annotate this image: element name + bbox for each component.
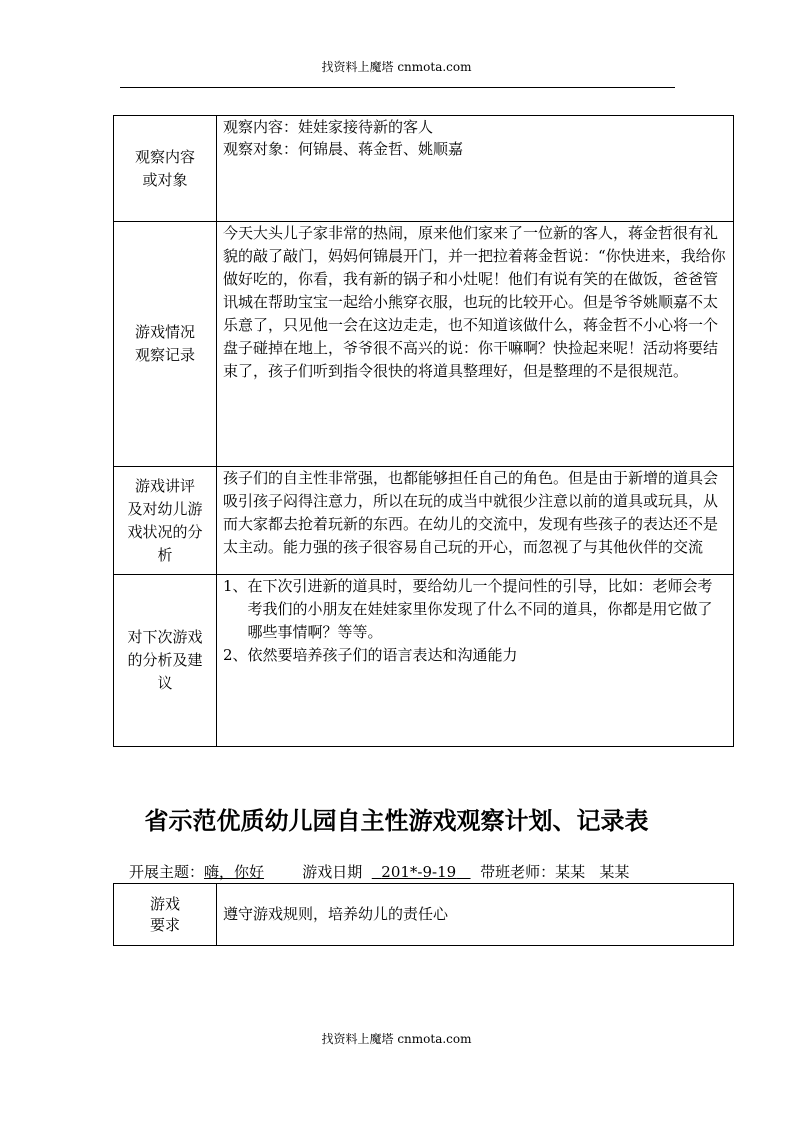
table-row [114,884,734,946]
table-row [114,222,734,467]
label-line: 游戏情况 [134,323,195,341]
observation-subjects-line: 观察对象：何锦晨、蒋金哲、姚顺嘉 [223,140,464,158]
table-row [114,575,734,747]
list-text: 依然要培养孩子们的语言表达和沟通能力 [247,646,518,664]
label-line: 析 [157,545,173,564]
label-line: 观察内容 [134,147,195,166]
label-line: 游戏 [149,894,180,913]
game-requirement-table [113,883,734,946]
row-label-game-requirement [114,884,217,946]
game-analysis-cell [217,467,734,575]
date-value-text: 201*-9-19 [381,863,457,881]
list-number: 2、 [223,646,248,664]
game-requirement-cell [217,884,734,946]
label-line: 对下次游戏 [127,628,203,646]
game-record-text: 今天大头儿子家非常的热闹，原来他们家来了一位新的客人，蒋金哲很有礼貌的敲了敲门，妈妈何锦晨开门，并一把拉着蒋金哲说：“你快进来，我给你做好吃的，你看，我有新的锅子和小灶呢！他们有说有笑的在做饭，爸爸管讯城在帮助宝宝一起给小熊穿衣服，也玩的比较开心。但是爷爷姚顺嘉不太乐意了，只见他一会在这边走走，也不知道该做什么，蒋金哲不小心将一个盘子碰掉在地上，爷爷很不高兴的说：你干嘛啊？快捡起来呢！活动将要结束了，孩子们听到指令很快的将道具整理好，但是整理的不是很规范。 [223,224,726,380]
game-analysis-text: 孩子们的自主性非常强，也都能够担任自己的角色。但是由于新增的道具会吸引孩子闷得注意力，所以在玩的成当中就很少注意以前的道具或玩具，从而大家都去抢着玩新的东西。在幼儿的交流中，发现有些孩子的表达还不是太主动。能力强的孩子很容易自己玩的开心，而忽视了与其他伙伴的交流 [223,469,719,556]
list-number: 1、 [223,577,248,595]
observation-target-cell [217,116,734,222]
label-line: 要求 [149,915,180,934]
table-row [114,467,734,575]
label-line: 及对幼儿游 [127,499,203,518]
label-line: 的分析及建 [127,651,203,669]
label-line: 观察记录 [134,346,195,364]
date-label: 游戏日期 [302,863,363,881]
label-line: 或对象 [142,170,188,189]
theme-label: 开展主题： [129,863,205,881]
list-item [223,575,727,644]
label-line: 游戏讲评 [134,476,195,495]
label-line: 议 [157,674,173,692]
row-label-game-analysis [114,467,217,575]
next-suggestion-cell [217,575,734,747]
row-label-next-suggestion [114,575,217,747]
observation-content-line: 观察内容：娃娃家接待新的客人 [223,118,434,136]
observation-record-table [113,115,734,747]
date-value [372,863,471,881]
teacher-value: 某某 某某 [555,863,630,881]
meta-line [129,861,629,882]
game-record-cell [217,222,734,467]
theme-value: 嗨，你好 [204,863,265,881]
label-line: 戏状况的分 [127,522,203,541]
teacher-label: 带班老师： [480,863,556,881]
page-title: 省示范优质幼儿园自主性游戏观察计划、记录表 [144,806,649,835]
page-footer: 找资料上魔塔 cnmota.com [321,1032,472,1046]
header-rule [120,87,675,88]
table-row [114,116,734,222]
row-label-game-record [114,222,217,467]
game-requirement-text: 遵守游戏规则，培养幼儿的责任心 [223,905,449,923]
page-header: 找资料上魔塔 cnmota.com [321,60,472,74]
list-item [223,644,727,667]
list-text: 在下次引进新的道具时，要给幼儿一个提问性的引导，比如：老师会考考我们的小朋友在娃娃家里你发现了什么不同的道具，你都是用它做了哪些事情啊？等等。 [247,577,713,641]
row-label-observation-target [114,116,217,222]
